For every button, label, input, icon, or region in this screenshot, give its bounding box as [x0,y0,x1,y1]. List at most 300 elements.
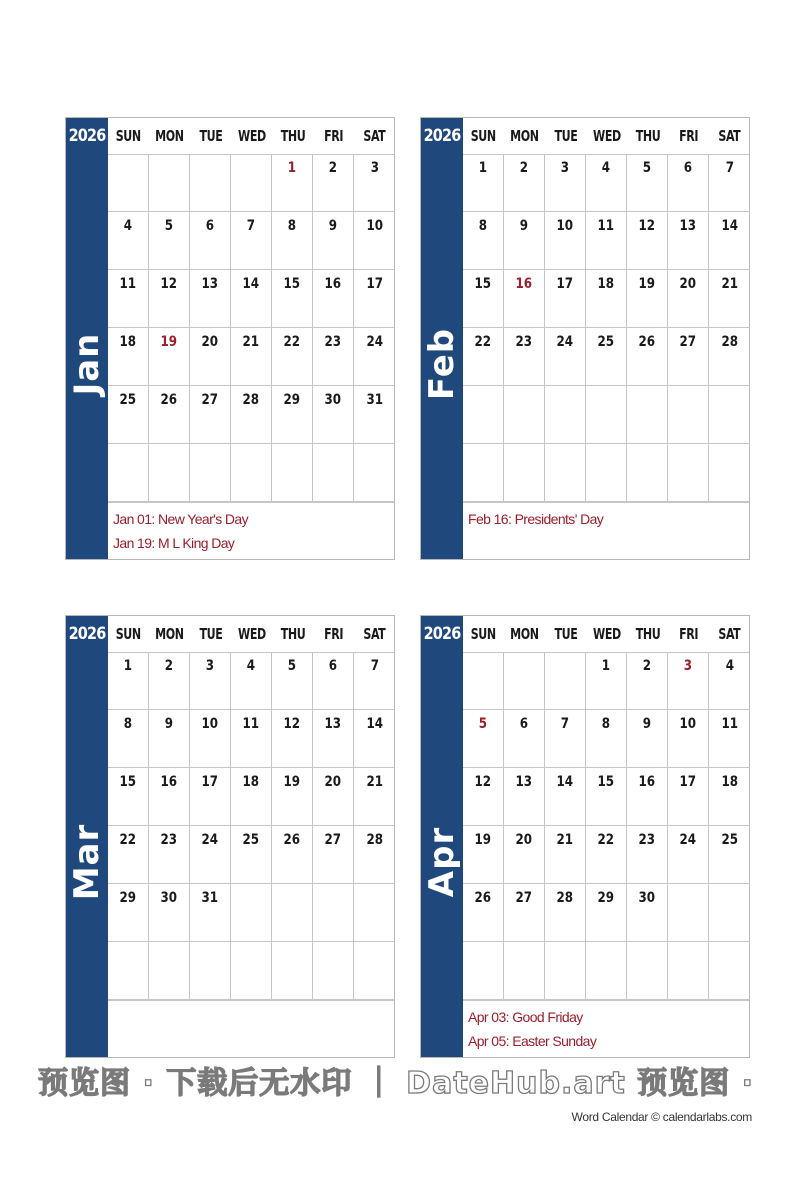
day-header-fri: FRI [324,625,343,643]
day-cell [313,768,354,826]
day-number: 17 [556,276,574,292]
month-sidebar [66,616,108,1057]
day-cell [504,884,545,942]
day-grid [463,616,749,1000]
day-number: 19 [160,334,178,350]
day-number: 29 [283,392,301,408]
day-cell [709,942,750,1000]
day-number: 21 [366,774,383,790]
day-cell [668,386,709,444]
day-cell [190,328,231,386]
day-cell [709,444,750,502]
day-header-thu: THU [635,127,660,145]
day-cell [627,328,668,386]
day-header-fri: FRI [324,127,343,145]
day-number: 12 [283,716,301,732]
day-number: 7 [725,160,734,176]
day-number: 4 [246,658,256,674]
day-cell [108,386,149,444]
day-number: 30 [638,890,656,906]
day-cell [272,154,313,212]
day-cell [149,212,190,270]
day-cell [313,212,354,270]
day-number: 12 [160,276,178,292]
footer-credit: Word Calendar © calendarlabs.com [571,1110,752,1124]
day-cell [108,826,149,884]
year-label: 2026 [423,624,461,644]
day-number: 22 [474,334,492,350]
day-number: 1 [287,160,297,176]
day-cell [668,212,709,270]
day-cell [272,652,313,710]
day-number: 15 [597,774,615,790]
day-grid [108,616,394,1000]
day-number: 8 [478,218,488,234]
day-cell [545,942,586,1000]
day-number: 10 [679,716,697,732]
day-grid [108,118,394,502]
month-block-jan [65,117,395,560]
day-number: 5 [478,716,488,732]
day-number: 6 [328,658,338,674]
day-cell [190,652,231,710]
day-cell [463,386,504,444]
day-cell [231,212,272,270]
day-cell [272,884,313,942]
day-number: 28 [366,832,383,848]
day-cell [504,444,545,502]
day-cell [504,710,545,768]
day-cell [627,270,668,328]
day-number: 25 [242,832,260,848]
day-number: 26 [283,832,301,848]
holiday-note: Apr 05: Easter Sunday [468,1033,597,1049]
day-cell [313,270,354,328]
day-number: 24 [556,334,574,350]
day-cell [149,942,190,1000]
day-cell [149,652,190,710]
day-cell [504,328,545,386]
day-cell [108,768,149,826]
day-header-thu: THU [280,127,305,145]
month-name: Mar [67,823,107,901]
month-sidebar [421,616,463,1057]
day-cell [668,328,709,386]
day-cell [108,212,149,270]
day-header-tue: TUE [199,127,222,145]
day-number: 18 [242,774,260,790]
day-cell [190,386,231,444]
month-name: Feb [422,327,462,401]
day-cell [463,444,504,502]
day-number: 12 [474,774,492,790]
day-header-sun: SUN [470,625,496,643]
day-cell [586,270,627,328]
day-cell [149,710,190,768]
year-label: 2026 [68,126,106,146]
day-cell [272,212,313,270]
day-number: 25 [721,832,738,848]
day-number: 11 [242,716,260,732]
day-number: 19 [283,774,301,790]
day-number: 14 [366,716,383,732]
holiday-note: Jan 19: M L King Day [113,535,235,551]
day-cell [272,942,313,1000]
month-name: Apr [422,826,462,898]
year-label: 2026 [423,126,461,146]
day-cell [190,826,231,884]
day-cell [190,710,231,768]
day-cell [272,444,313,502]
day-cell [354,652,395,710]
day-number: 25 [119,392,137,408]
day-number: 5 [642,160,652,176]
day-cell [709,884,750,942]
day-cell [354,710,395,768]
day-number: 30 [324,392,342,408]
day-header-tue: TUE [554,127,577,145]
day-cell [545,768,586,826]
day-number: 5 [164,218,174,234]
day-cell [627,386,668,444]
day-number: 24 [201,832,219,848]
day-number: 4 [601,160,611,176]
day-number: 15 [119,774,137,790]
day-cell [545,154,586,212]
day-number: 27 [201,392,219,408]
day-cell [586,212,627,270]
day-cell [504,652,545,710]
month-block-mar [65,615,395,1058]
day-number: 23 [638,832,656,848]
day-number: 6 [519,716,529,732]
day-cell [586,710,627,768]
day-number: 15 [283,276,301,292]
day-cell [190,942,231,1000]
day-cell [354,884,395,942]
day-number: 17 [679,774,697,790]
day-cell [272,826,313,884]
day-cell [272,270,313,328]
day-cell [668,710,709,768]
day-cell [709,386,750,444]
day-header-wed: WED [592,625,621,643]
day-header-sat: SAT [718,127,741,145]
month-block-feb [420,117,750,560]
day-number: 7 [560,716,570,732]
day-cell [354,444,395,502]
day-cell [668,942,709,1000]
day-cell [149,386,190,444]
watermark-text: 预览图 · 下载后无水印 ｜ DateHub.art 预览图 · [38,1066,755,1101]
day-number: 2 [519,160,529,176]
day-cell [231,884,272,942]
day-cell [586,826,627,884]
holiday-notes [108,1000,394,1058]
day-number: 23 [160,832,178,848]
day-cell [354,212,395,270]
day-cell [627,154,668,212]
day-cell [231,710,272,768]
day-cell [709,652,750,710]
day-cell [354,826,395,884]
day-number: 27 [679,334,697,350]
day-cell [354,328,395,386]
day-cell [668,826,709,884]
day-cell [668,444,709,502]
day-cell [504,386,545,444]
day-cell [586,328,627,386]
month-block-apr [420,615,750,1058]
day-number: 20 [324,774,342,790]
day-cell [149,444,190,502]
day-number: 2 [164,658,174,674]
day-number: 14 [721,218,738,234]
day-number: 20 [515,832,533,848]
day-number: 19 [474,832,492,848]
day-cell [504,942,545,1000]
day-cell [272,710,313,768]
day-cell [504,826,545,884]
day-number: 28 [556,890,574,906]
day-number: 22 [119,832,137,848]
day-number: 3 [560,160,570,176]
day-cell [149,826,190,884]
day-cell [627,212,668,270]
day-number: 7 [246,218,256,234]
holiday-note: Feb 16: Presidents' Day [468,511,604,527]
day-number: 18 [119,334,137,350]
day-header-tue: TUE [554,625,577,643]
day-cell [149,328,190,386]
holiday-note: Apr 03: Good Friday [468,1009,583,1025]
day-number: 24 [679,832,697,848]
day-number: 6 [205,218,215,234]
day-header-sat: SAT [363,127,386,145]
day-cell [668,270,709,328]
day-cell [586,942,627,1000]
day-cell [149,768,190,826]
day-number: 26 [160,392,178,408]
day-cell [709,826,750,884]
day-number: 31 [201,890,219,906]
day-header-wed: WED [237,625,266,643]
day-cell [272,386,313,444]
day-cell [108,270,149,328]
day-cell [586,768,627,826]
day-cell [231,270,272,328]
day-header-mon: MON [155,625,184,643]
day-number: 28 [721,334,738,350]
day-cell [313,328,354,386]
day-cell [463,328,504,386]
day-cell [190,212,231,270]
day-cell [463,768,504,826]
day-cell [668,884,709,942]
day-number: 16 [515,276,533,292]
day-header-wed: WED [592,127,621,145]
day-header-sun: SUN [470,127,496,145]
day-number: 10 [366,218,383,234]
day-number: 29 [119,890,137,906]
day-cell [463,942,504,1000]
day-number: 3 [370,160,379,176]
day-cell [231,768,272,826]
day-number: 23 [515,334,533,350]
day-cell [627,710,668,768]
day-number: 12 [638,218,656,234]
day-cell [231,652,272,710]
day-header-fri: FRI [679,625,698,643]
holiday-notes [108,502,394,560]
day-number: 21 [721,276,738,292]
day-grid [463,118,749,502]
day-number: 18 [721,774,738,790]
day-cell [545,212,586,270]
day-number: 13 [679,218,697,234]
day-cell [463,652,504,710]
day-cell [586,652,627,710]
day-number: 1 [123,658,133,674]
day-cell [668,154,709,212]
day-number: 20 [679,276,697,292]
month-name: Jan [67,332,107,396]
day-number: 18 [597,276,615,292]
day-cell [190,270,231,328]
day-header-mon: MON [155,127,184,145]
day-number: 14 [242,276,260,292]
day-cell [463,710,504,768]
day-number: 27 [515,890,533,906]
day-header-thu: THU [280,625,305,643]
day-cell [668,652,709,710]
day-cell [545,710,586,768]
day-number: 13 [201,276,219,292]
day-number: 31 [366,392,383,408]
day-number: 10 [201,716,219,732]
day-cell [190,884,231,942]
day-cell [586,386,627,444]
day-number: 11 [721,716,738,732]
day-cell [668,768,709,826]
day-cell [354,942,395,1000]
day-cell [108,710,149,768]
day-cell [709,212,750,270]
day-number: 7 [370,658,379,674]
day-number: 8 [601,716,611,732]
day-cell [190,154,231,212]
day-cell [463,826,504,884]
day-number: 9 [519,218,529,234]
day-cell [504,154,545,212]
day-number: 21 [242,334,260,350]
day-number: 13 [324,716,342,732]
day-header-sun: SUN [115,625,141,643]
day-number: 9 [328,218,338,234]
day-number: 28 [242,392,260,408]
day-number: 3 [683,658,693,674]
day-number: 6 [683,160,693,176]
day-cell [709,270,750,328]
day-number: 9 [642,716,652,732]
day-cell [108,942,149,1000]
day-cell [463,270,504,328]
day-cell [586,444,627,502]
day-header-sat: SAT [363,625,386,643]
day-cell [313,154,354,212]
day-header-thu: THU [635,625,660,643]
day-number: 25 [597,334,615,350]
day-number: 24 [366,334,383,350]
day-cell [108,652,149,710]
day-number: 13 [515,774,533,790]
day-cell [272,328,313,386]
day-cell [190,768,231,826]
day-cell [108,884,149,942]
day-number: 30 [160,890,178,906]
day-cell [627,652,668,710]
day-number: 22 [597,832,615,848]
day-number: 1 [478,160,488,176]
day-cell [231,826,272,884]
holiday-notes [463,1000,749,1058]
day-cell [108,328,149,386]
day-number: 10 [556,218,574,234]
day-cell [313,386,354,444]
day-number: 17 [366,276,383,292]
day-cell [354,270,395,328]
day-cell [504,270,545,328]
day-number: 4 [123,218,133,234]
day-cell [231,154,272,212]
day-number: 23 [324,334,342,350]
day-number: 26 [474,890,492,906]
day-number: 2 [328,160,338,176]
month-sidebar [66,118,108,559]
day-cell [108,444,149,502]
day-number: 20 [201,334,219,350]
day-cell [545,386,586,444]
day-number: 1 [601,658,611,674]
day-cell [313,826,354,884]
day-cell [149,154,190,212]
day-cell [190,444,231,502]
day-number: 11 [119,276,137,292]
day-number: 5 [287,658,297,674]
day-cell [709,768,750,826]
day-cell [709,154,750,212]
day-cell [231,444,272,502]
day-cell [545,884,586,942]
day-cell [545,652,586,710]
day-cell [313,884,354,942]
day-cell [354,386,395,444]
year-label: 2026 [68,624,106,644]
day-header-fri: FRI [679,127,698,145]
day-cell [504,768,545,826]
day-header-mon: MON [510,127,539,145]
day-number: 16 [160,774,178,790]
day-cell [313,942,354,1000]
day-cell [108,154,149,212]
day-cell [231,386,272,444]
holiday-notes [463,502,749,560]
day-number: 16 [324,276,342,292]
day-cell [627,942,668,1000]
day-cell [149,884,190,942]
day-header-sun: SUN [115,127,141,145]
day-header-mon: MON [510,625,539,643]
